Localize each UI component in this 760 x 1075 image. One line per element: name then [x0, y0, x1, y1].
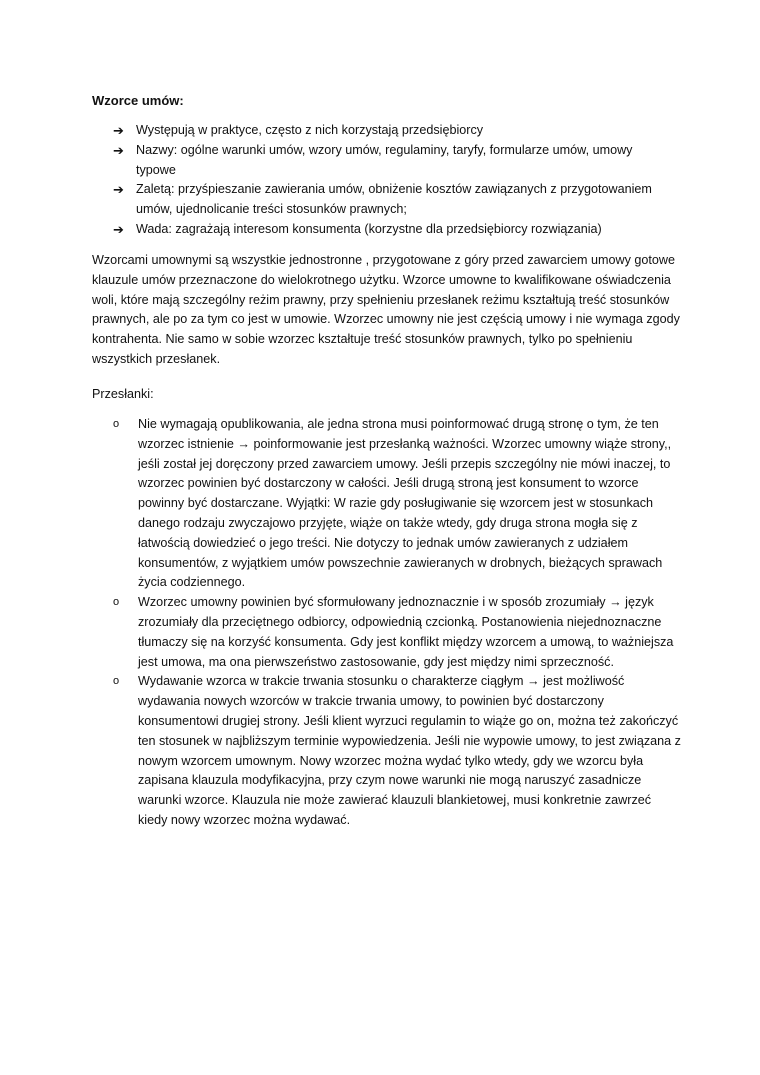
premises-list: [92, 415, 682, 831]
list-item-text: Wzorzec umowny powinien być sformułowany jednoznacznie i w sposób zrozumiały → język zrozumiały dla przeciętnego odbiorcy, odpowiednią czcionką. Postanowienia niejednoznaczne tłumaczy się na korzyść konsumenta. Gdy jest konflikt między wzorcem a umową, to ważniejsza jest umowa, ma ona pierwszeństwo zastosowanie, gdy jest między nimi sprzeczność.: [138, 595, 674, 669]
definition-paragraph: Wzorcami umownymi są wszystkie jednostronne , przygotowane z góry przed zawarciem umowy gotowe klauzule umów przeznaczone do wielokrotnego użytku. Wzorce umowne to kwalifikowane oświadczenia woli, które mają szczególny reżim prawny, przy spełnieniu przesłanek reżimu kształtują treść stosunków prawnych, ale po za tym co jest w umowie. Wzorzec umowny nie jest częścią umowy i nie wymaga zgody kontrahenta. Nie samo w sobie wzorzec kształtuje treść stosunków prawnych, tylko po spełnieniu wszystkich przesłanek.: [92, 253, 680, 366]
premises-label: Przesłanki:: [92, 387, 154, 401]
list-item: [92, 121, 672, 141]
list-item: [92, 672, 682, 830]
list-item-text: Wydawanie wzorca w trakcie trwania stosunku o charakterze ciągłym → jest możliwość wydawania nowych wzorców w trakcie trwania umowy, to powinien być dostarczony konsumentowi drugiej strony. Jeśli klient wyrzuci regulamin to wiąże go on, można też zakończyć ten stosunek w najbliższym terminie wypowiedzenia. Jeśli nie wypowie umowy, to jest związana z nowym wzorcem umownym. Nowy wzorzec można wydać tylko wtedy, gdy we wzorcu była zapisana klauzula modyfikacyjna, przy czym nowe warunki nie mogą naruszyć zasadnicze warunki wzorce. Klauzula nie może zawierać klauzuli blankietowej, musi konkretnie zawrzeć kiedy nowy wzorzec można wydawać.: [138, 674, 681, 827]
list-item: [92, 180, 672, 220]
arrow-right-icon: ➔: [113, 142, 124, 158]
arrow-right-icon: ➔: [113, 123, 124, 138]
list-item-text: Zaletą: przyśpieszanie zawierania umów, obniżenie kosztów zawiązanych z przygotowaniem umów, ujednolicanie treści stosunków prawnych;: [136, 182, 652, 217]
arrow-right-icon: ➔: [113, 182, 124, 198]
arrow-list: [92, 121, 672, 240]
list-item: [92, 220, 672, 240]
list-item: [92, 593, 682, 672]
section-heading: Wzorce umów:: [92, 93, 184, 108]
arrow-right-icon: ➔: [113, 221, 124, 237]
list-item-text: Występują w praktyce, często z nich korzystają przedsiębiorcy: [136, 123, 484, 137]
list-item-text: Nazwy: ogólne warunki umów, wzory umów, regulaminy, taryfy, formularze umów, umowy typowe: [136, 142, 633, 177]
circle-bullet-icon: o: [113, 596, 120, 609]
list-item: [92, 415, 682, 593]
list-item: [92, 141, 672, 181]
circle-bullet-icon: o: [113, 418, 120, 430]
list-item-text: Nie wymagają opublikowania, ale jedna strona musi poinformować drugą stronę o tym, że ten wzorzec istnienie → poinformowanie jest przesłanką ważności. Wzorzec umowny wiąże strony,, jeśli został jej doręczony przed zawarciem umowy. Jeśli przepis szczególny nie mówi inaczej, to wzorzec powinien być dostarczony w całości. Jeśli drugą stroną jest konsument to wzorce powinny być dostarczane. Wyjątki: W razie gdy posługiwanie się wzorcem jest w stosunkach danego rodzaju zwyczajowo przyjęte, wiąże on także wtedy, gdy druga strona mogła się z łatwością dowiedzieć o jego treści. Nie dotyczy to jednak umów zawieranych z udziałem konsumentów, z wyjątkiem umów powszechnie zawieranych w drobnych, bieżących sprawach życia codziennego.: [138, 417, 672, 590]
circle-bullet-icon: o: [113, 675, 120, 688]
list-item-text: Wada: zagrażają interesom konsumenta (korzystne dla przedsiębiorcy rozwiązania): [136, 221, 602, 236]
